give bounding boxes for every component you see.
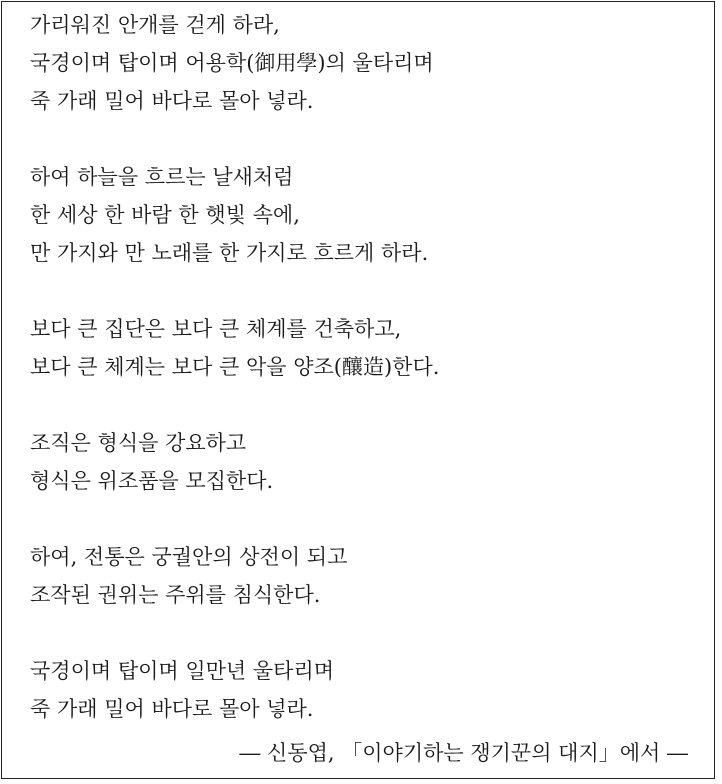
poem-line: 하여 하늘을 흐르는 날새처럼 xyxy=(30,165,294,189)
poem-line: 가리워진 안개를 걷게 하라, xyxy=(30,13,280,37)
poem-line: 국경이며 탑이며 일만년 울타리며 xyxy=(30,659,335,683)
source-citation: ― 신동엽, 「이야기하는 쟁기꾼의 대지」에서 ― xyxy=(239,741,688,765)
poem-line: 하여, 전통은 궁궐안의 상전이 되고 xyxy=(30,545,348,569)
stanza-4 xyxy=(30,424,700,500)
stanza-6 xyxy=(30,652,700,728)
poem-line: 조작된 권위는 주위를 침식한다. xyxy=(30,583,321,607)
stanza-5 xyxy=(30,538,700,614)
poem-line: 만 가지와 만 노래를 한 가지로 흐르게 하라. xyxy=(30,241,429,265)
stanza-2 xyxy=(30,158,700,272)
poem-line: 죽 가래 밀어 바다로 몰아 넣라. xyxy=(30,697,314,721)
poem-line: 국경이며 탑이며 어용학(御用學)의 울타리며 xyxy=(30,51,434,75)
poem-line: 보다 큰 집단은 보다 큰 체계를 건축하고, xyxy=(30,317,402,341)
poem-line: 조직은 형식을 강요하고 xyxy=(30,431,247,455)
poem-body xyxy=(30,6,700,728)
stanza-3 xyxy=(30,310,700,386)
poem-line: 형식은 위조품을 모집한다. xyxy=(30,469,274,493)
poem-line: 한 세상 한 바람 한 햇빛 속에, xyxy=(30,203,300,227)
poem-line: 보다 큰 체계는 보다 큰 악을 양조(釀造)한다. xyxy=(30,355,440,379)
stanza-1 xyxy=(30,6,700,120)
poem-line: 죽 가래 밀어 바다로 몰아 넣라. xyxy=(30,89,314,113)
